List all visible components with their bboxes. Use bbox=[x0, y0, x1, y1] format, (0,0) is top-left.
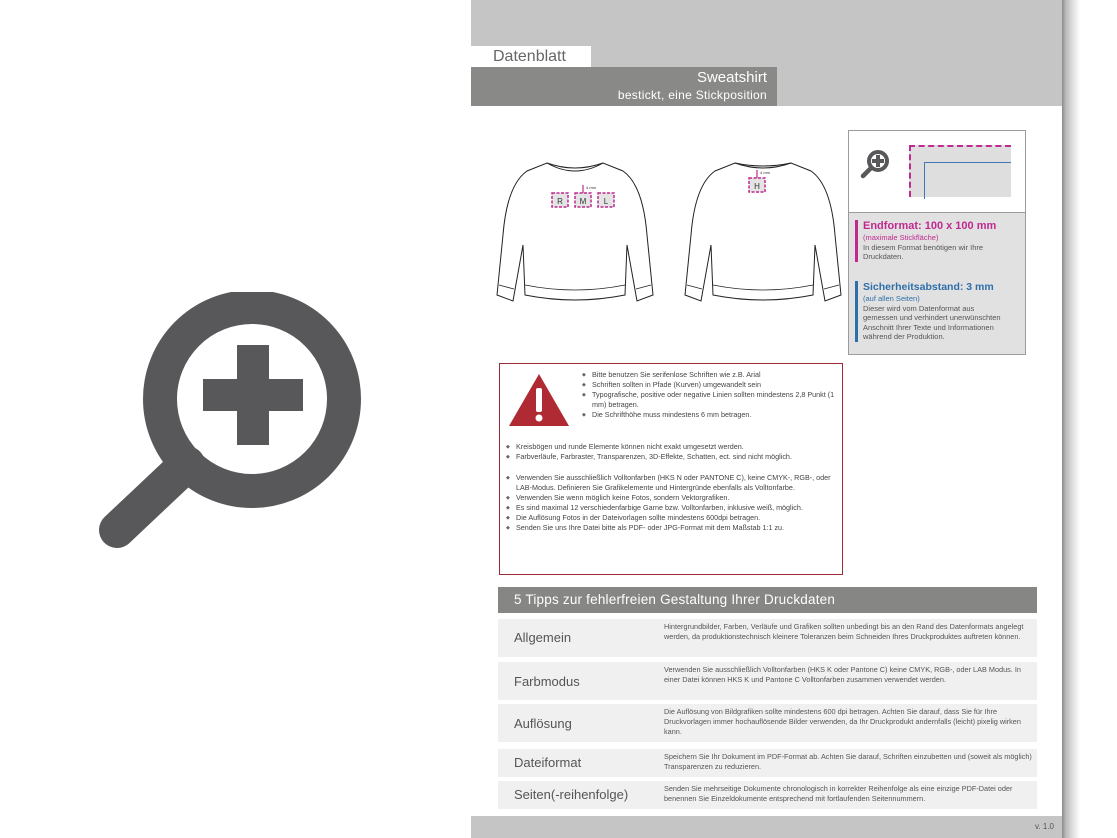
safety-heading: Sicherheitsabstand: 3 mm bbox=[863, 281, 994, 293]
safety-spec bbox=[855, 281, 1021, 342]
safety-text-3: Anschnitt Ihrer Texte und Informationen bbox=[863, 322, 994, 332]
endformat-outline bbox=[909, 145, 1011, 197]
tip-label: Allgemein bbox=[514, 630, 572, 645]
warning-item: ◆ Senden Sie uns Ihre Datei bitte als PDF- oder JPG-Format mit dem Maßstab 1:1 zu. bbox=[506, 523, 840, 533]
datasheet-tab: Datenblatt bbox=[471, 46, 591, 68]
zoom-in-icon[interactable] bbox=[95, 292, 365, 552]
svg-text:M: M bbox=[579, 197, 587, 206]
warning-item: ◆ Bitte benutzen Sie serifenlose Schriften wie z.B. Arial bbox=[582, 370, 837, 380]
warning-item: ◆ Verwenden Sie ausschließlich Volltonfarben (HKS N oder PANTONE C), keine CMYK-, RGB-, oder LAB-Modus. Definieren Sie Grafikelemente und Hintergründe ebenfalls als Volltonfarbe. bbox=[506, 473, 840, 493]
tip-row bbox=[498, 619, 1037, 657]
tip-text: Senden Sie mehrseitige Dokumente chronologisch in korrekter Reihenfolge als eine einzige PDF-Datei oder benennen Sie Einzeldokumente entsprechend mit fortlaufenden Seitennummern. bbox=[664, 784, 1013, 803]
warning-item: ◆ Schriften sollten in Pfade (Kurven) umgewandelt sein bbox=[582, 380, 837, 390]
safety-margin-outline bbox=[924, 162, 1011, 199]
tip-label: Dateiformat bbox=[514, 755, 582, 770]
endformat-text-1: In diesem Format benötigen wir Ihre bbox=[863, 242, 984, 252]
datasheet-page bbox=[471, 0, 1062, 838]
tip-label: Seiten(-reihenfolge) bbox=[514, 787, 629, 802]
warning-item: ◆ Typografische, positive oder negative Linien sollten mindestens 2,8 Punkt (1 mm) betragen. bbox=[582, 390, 837, 410]
tip-text: Die Auflösung von Bildgrafiken sollte mindestens 600 dpi betragen. Achten Sie darauf, dass Sie für Ihre Druckvorlagen immer hochauflösende Bilder verwenden, da Ihr Druckprodukt andernfalls (leicht) pixelig wirken kann. bbox=[664, 707, 1021, 736]
warning-item: ◆ Farbverläufe, Farbraster, Transparenzen, 3D-Effekte, Schatten, ect. sind nicht möglich. bbox=[506, 452, 840, 462]
svg-text:4 mm: 4 mm bbox=[586, 185, 596, 190]
warning-item: ◆ Kreisbögen und runde Elemente können nicht exakt umgesetzt werden. bbox=[506, 442, 840, 452]
svg-text:R: R bbox=[557, 197, 563, 206]
version-label: v. 1.0 bbox=[1035, 822, 1054, 831]
warning-item: ◆ Verwenden Sie wenn möglich keine Fotos, sondern Vektorgrafiken. bbox=[506, 493, 840, 503]
sweatshirt-back-illustration bbox=[683, 155, 843, 315]
warning-item: ◆ Es sind maximal 12 verschiedenfarbige Garne bzw. Volltonfarben, inklusive weiß, möglich. bbox=[506, 503, 840, 513]
warning-list-tertiary bbox=[506, 473, 840, 533]
product-title-bar bbox=[471, 67, 777, 106]
product-subtitle: bestickt, eine Stickposition bbox=[617, 88, 767, 102]
format-preview bbox=[849, 131, 1025, 213]
endformat-heading: Endformat: 100 x 100 mm bbox=[863, 220, 997, 232]
warning-list-secondary bbox=[506, 442, 840, 462]
tips-header: 5 Tipps zur fehlerfreien Gestaltung Ihrer Druckdaten bbox=[498, 587, 1037, 613]
format-spec-box bbox=[848, 130, 1026, 355]
svg-text:4 mm: 4 mm bbox=[760, 170, 770, 175]
tip-row bbox=[498, 781, 1037, 809]
endformat-text-2: Druckdaten. bbox=[863, 252, 904, 261]
tip-text: Speichern Sie Ihr Dokument im PDF-Format ab. Achten Sie darauf, Schriften einzubetten und (soweit als möglich) Transparenzen zu reduzieren. bbox=[664, 752, 1032, 771]
endformat-spec bbox=[855, 220, 996, 262]
safety-text-1: Dieser wird vom Datenformat aus bbox=[863, 303, 975, 313]
page-shadow bbox=[1062, 0, 1080, 838]
tip-row bbox=[498, 662, 1037, 700]
tip-row bbox=[498, 704, 1037, 742]
warning-triangle-icon bbox=[507, 372, 571, 428]
tip-text: Hintergrundbilder, Farben, Verläufe und Grafiken sollten unbedingt bis an den Rand des Datenformats angelegt werden, da produktionstechnisch kleinere Toleranzen beim Schneiden Ihres Druckproduktes auftreten können. bbox=[664, 622, 1024, 641]
tip-text: Verwenden Sie ausschließlich Volltonfarben (HKS K oder Pantone C) keine CMYK, RGB-, oder LAB Modus. In einer Datei können HKS K und Pantone C Volltonfarben zusammen verwendet werden. bbox=[664, 665, 1021, 684]
zoom-in-icon[interactable] bbox=[859, 149, 891, 181]
endformat-sub: (maximale Stickfläche) bbox=[863, 233, 939, 242]
warning-item: ◆ Die Auflösung Fotos in der Dateivorlagen sollte mindestens 600dpi betragen. bbox=[506, 513, 840, 523]
safety-sub: (auf allen Seiten) bbox=[863, 294, 920, 303]
svg-text:H: H bbox=[754, 182, 760, 191]
warning-item: ◆ Die Schrifthöhe muss mindestens 6 mm betragen. bbox=[582, 410, 837, 420]
warning-list-primary bbox=[582, 370, 837, 420]
tip-label: Farbmodus bbox=[514, 674, 580, 689]
svg-text:L: L bbox=[603, 197, 609, 206]
warning-box bbox=[499, 363, 843, 575]
footer-band bbox=[471, 816, 1062, 838]
tip-row bbox=[498, 749, 1037, 777]
sweatshirt-front-illustration bbox=[495, 155, 655, 315]
product-title: Sweatshirt bbox=[696, 69, 767, 86]
safety-text-4: während der Produktion. bbox=[863, 332, 945, 341]
tip-label: Auflösung bbox=[514, 716, 572, 731]
safety-text-2: gemessen und verhindert unerwünschten bbox=[863, 313, 1001, 322]
